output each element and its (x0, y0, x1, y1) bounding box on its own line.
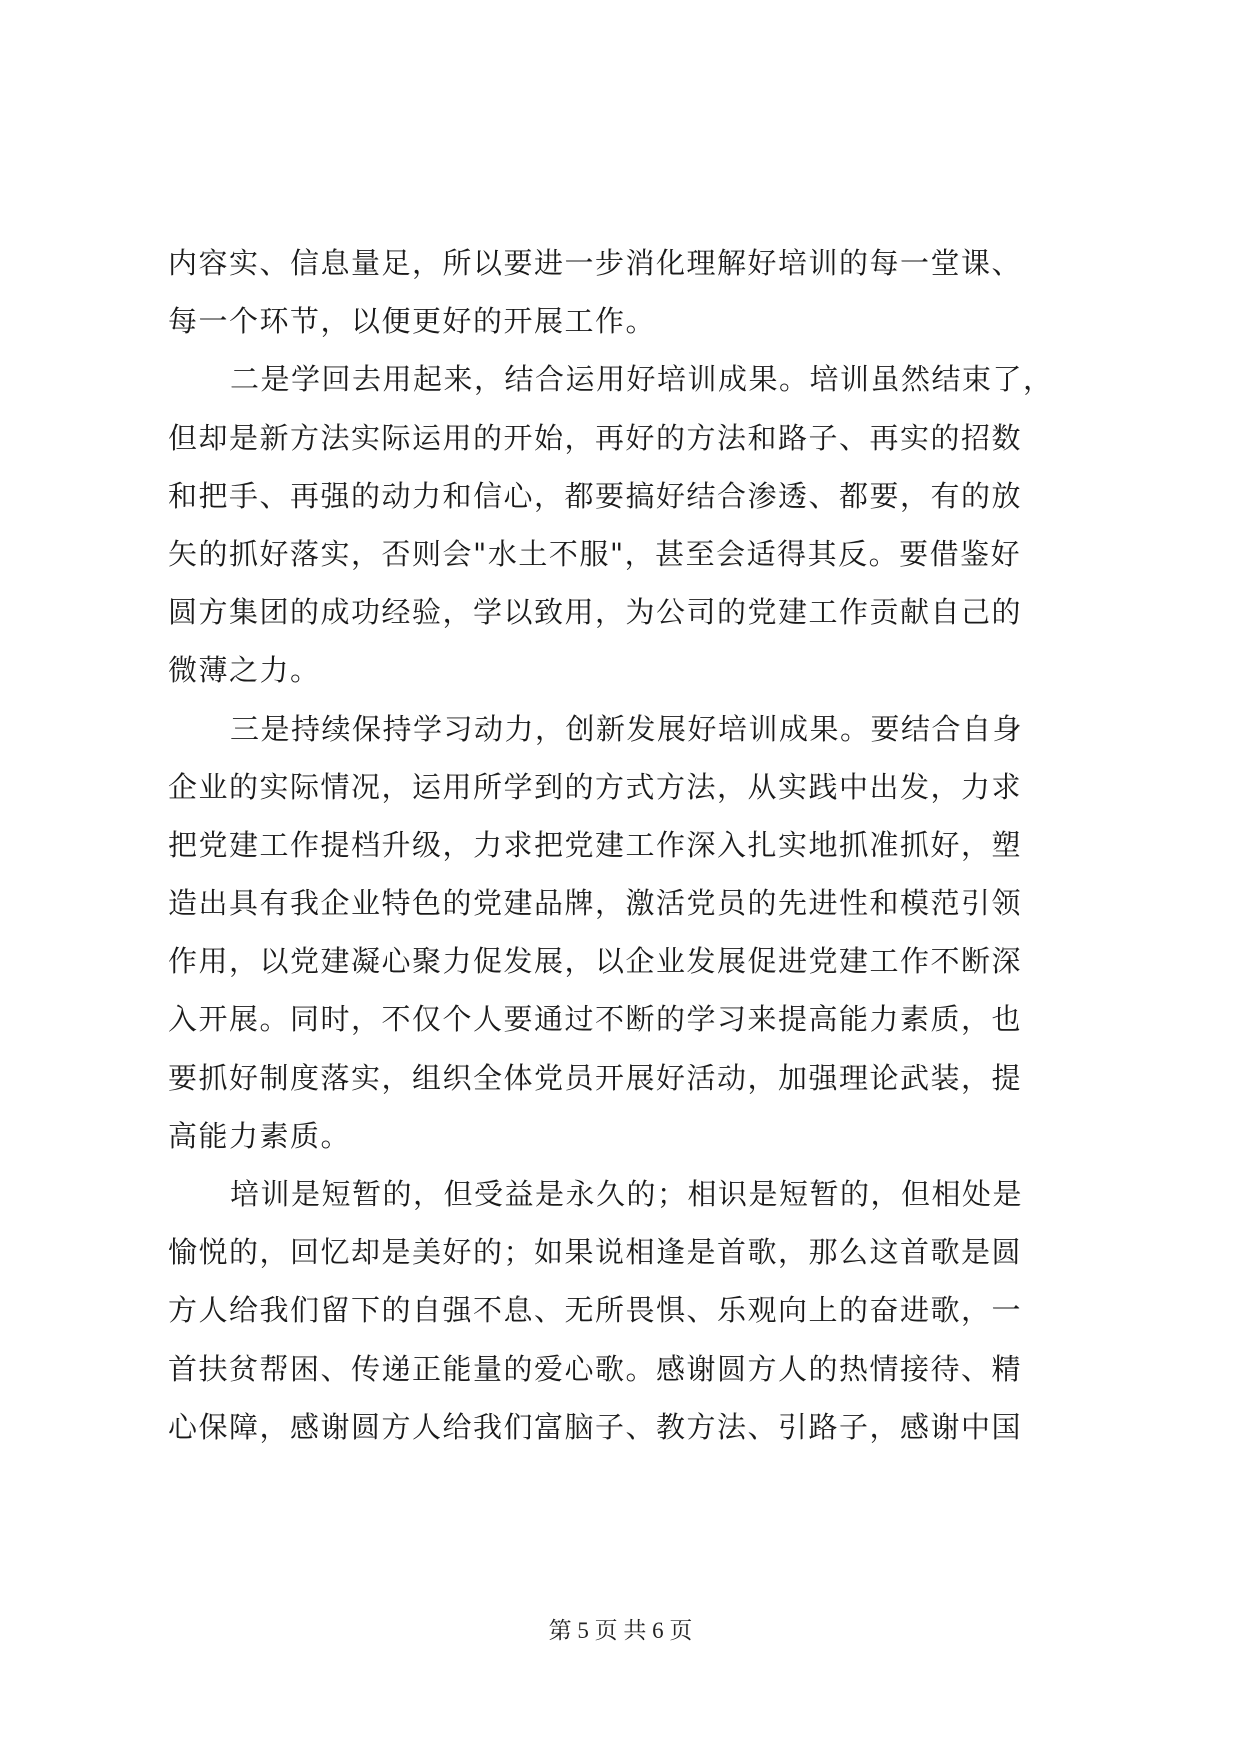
document-body (168, 234, 1080, 1456)
text-line: 矢的抓好落实，否则会"水土不服"，甚至会适得其反。要借鉴好 (168, 536, 1022, 571)
text-line: 心保障，感谢圆方人给我们富脑子、教方法、引路子，感谢中国 (168, 1409, 1023, 1444)
text-line: 内容实、信息量足，所以要进一步消化理解好培训的每一堂课、 (168, 246, 1023, 280)
text-line: 方人给我们留下的自强不息、无所畏惧、乐观向上的奋进歌，一 (168, 1293, 1023, 1328)
text-line: 企业的实际情况，运用所学到的方式方法，从实践中出发，力求 (168, 769, 1023, 804)
paragraph-start-line: 培训是短暂的，但受益是永久的；相识是短暂的，但相处是 (230, 1177, 1024, 1211)
text-line: 和把手、再强的动力和信心，都要搞好结合渗透、都要，有的放 (168, 478, 1023, 513)
text-line: 每一个环节，以便更好的开展工作。 (168, 304, 657, 339)
text-line: 要抓好制度落实，组织全体党员开展好活动，加强理论武装，提 (168, 1060, 1023, 1095)
paragraph-start-line: 三是持续保持学习动力，创新发展好培训成果。要结合自身 (230, 711, 1024, 746)
text-line: 愉悦的，回忆却是美好的；如果说相逢是首歌，那么这首歌是圆 (168, 1235, 1023, 1270)
text-line: 但却是新方法实际运用的开始，再好的方法和路子、再实的招数 (168, 420, 1023, 455)
text-line: 圆方集团的成功经验，学以致用，为公司的党建工作贡献自己的 (168, 595, 1023, 630)
text-line: 入开展。同时，不仅个人要通过不断的学习来提高能力素质，也 (168, 1002, 1023, 1037)
text-line: 作用，以党建凝心聚力促发展，以企业发展促进党建工作不断深 (168, 944, 1023, 979)
text-line: 微薄之力。 (168, 653, 321, 688)
text-line: 首扶贫帮困、传递正能量的爱心歌。感谢圆方人的热情接待、精 (168, 1351, 1023, 1386)
paragraph-start-line: 二是学回去用起来，结合运用好培训成果。培训虽然结束了， (230, 362, 1054, 397)
text-line: 高能力素质。 (168, 1118, 352, 1153)
text-line: 把党建工作提档升级，力求把党建工作深入扎实地抓准抓好，塑 (168, 827, 1023, 862)
page-number-footer: 第 5 页 共 6 页 (548, 1618, 693, 1643)
text-line: 造出具有我企业特色的党建品牌，激活党员的先进性和模范引领 (168, 886, 1023, 921)
